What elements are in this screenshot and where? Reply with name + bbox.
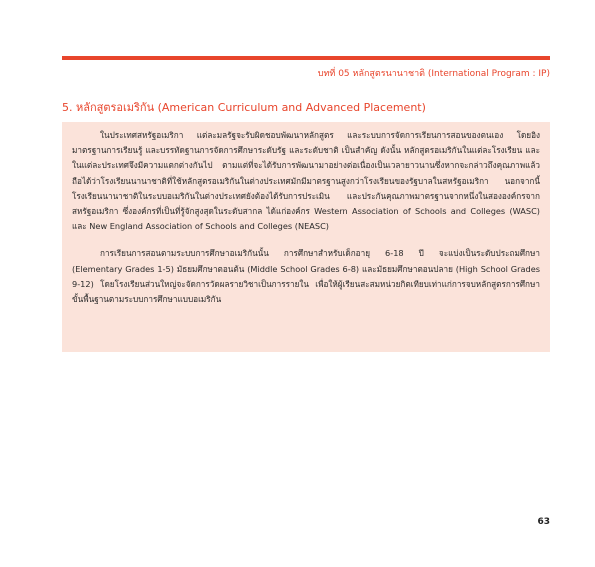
- paragraph-1: ในประเทศสหรัฐอเมริกา แต่ละมลรัฐจะรับผิดชอบพัฒนาหลักสูตร และระบบการจัดการเรียนการสอนของตนเอง โดยอิงมาตรฐานการเรียนรู้ และบรรทัดฐานการจัดการศึกษาระดับรัฐ และระดับชาติ เป็นสำคัญ ดังนั้น หลักสูตรอเมริกันในแต่ละโรงเรียน และในแต่ละประเทศจึงมีความแตกต่างกันไป ตามแต่ที่จะได้รับการพัฒนามาอย่างต่อเนื่องเป็นเวลายาวนานซึ่งหากจะกล่าวถึงคุณภาพแล้วถือได้ว่าโรงเรียนนานาชาติที่ใช้หลักสูตรอเมริกันในต่างประเทศมักมีมาตรฐานสูงกว่าโรงเรียนของรัฐบาลในสหรัฐอเมริกา นอกจากนี้โรงเรียนนานาชาติในระบบอเมริกันในต่างประเทศยังต้องได้รับการประเมิน และประกันคุณภาพมาตรฐานจากหนึ่งในสององค์กรจากสหรัฐอเมริกา ซึ่งองค์กรที่เป็นที่รู้จักสูงสุดในระดับสากล ได้แก่องค์กร Western Association of Schools and Colleges (WASC) และ New England Association of Schools and Colleges (NEASC): [72, 130, 540, 232]
- chapter-header: บทที่ 05 หลักสูตรนานาชาติ (International Program : IP): [317, 69, 550, 79]
- paragraph-2: การเรียนการสอนตามระบบการศึกษาอเมริกันนั้น การศึกษาสำหรับเด็กอายุ 6-18 ปี จะแบ่งเป็นระดับประถมศึกษา (Elementary Grades 1-5) มัธยมศึกษาตอนต้น (Middle School Grades 6-8) และมัธยมศึกษาตอนปลาย (High School Grades 9-12) โดยโรงเรียนส่วนใหญ่จะจัดการวัดผลรายวิชาเป็นการรายใน เพื่อให้ผู้เรียนสะสมหน่วยกิตเทียบเท่าแก่การจบหลักสูตรการศึกษาขั้นพื้นฐานตามระบบการศึกษาแบบอเมริกัน: [72, 248, 540, 305]
- content-box: [62, 122, 550, 352]
- header-rule: [62, 56, 550, 60]
- page-number: 63: [537, 517, 550, 527]
- section-title: 5. หลักสูตรอเมริกัน (American Curriculum and Advanced Placement): [62, 101, 426, 114]
